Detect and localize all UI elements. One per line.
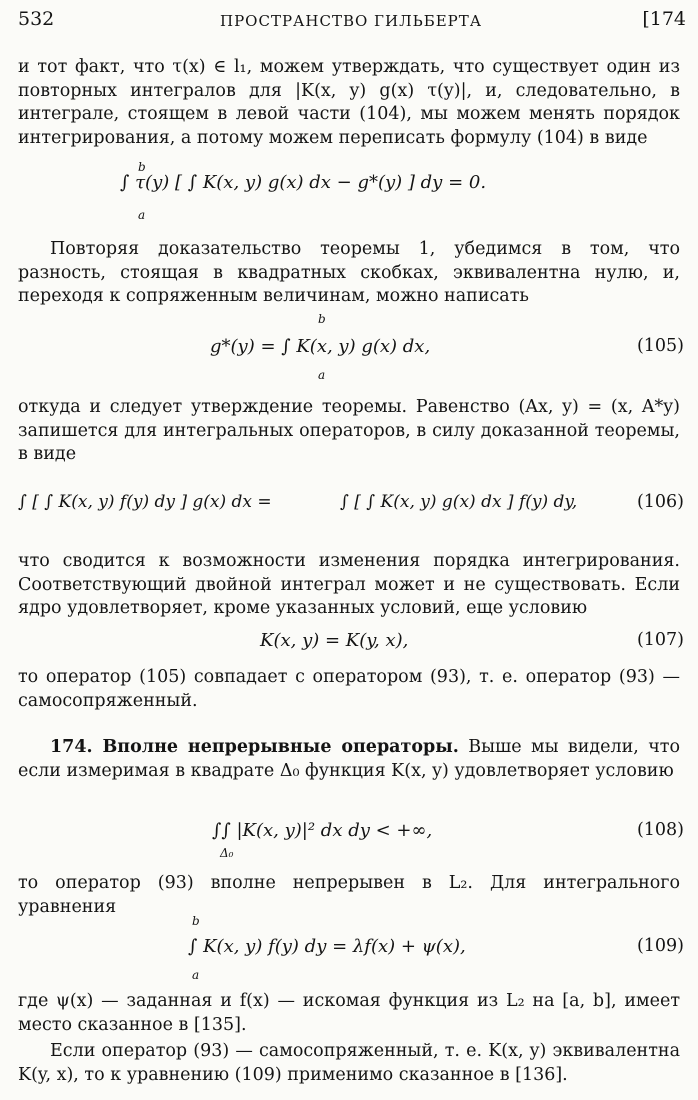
equation-number-107: (107) [636,630,684,650]
limit-lower: a [138,208,146,222]
paragraph-4: что сводится к возможности изменения порядка интегрирования. Соответствующий двойной интеграл может и не существовать. Если ядро удовлетворяет, кроме указанных условий, еще условию [18,551,680,618]
limit-upper: b [318,312,326,326]
equation-104-rewritten: ∫ τ(y) [ ∫ K(x, y) g(x) dx − g*(y) ] dy = 0. [120,172,487,193]
paragraph-1: и тот факт, что τ(x) ∈ l₁, можем утверждать, что существует один из повторных интегралов для |K(x, y) g(x) τ(y)|, и, следовательно, в интеграле, стоящем в левой части (104), мы можем менять порядок интегрирования, а потому можем переписать формулу (104) в виде [18,57,680,148]
limit-upper: b [138,160,146,174]
equation-number-108: (108) [636,820,684,840]
equation-105: g*(y) = ∫ K(x, y) g(x) dx, [210,336,431,357]
paragraph-7: то оператор (93) вполне непрерывен в L₂. Для интегрального уравнения [18,873,680,917]
section-heading: 174. Вполне непрерывные операторы. [50,737,459,757]
paragraph-5: то оператор (105) совпадает с оператором (93), т. е. оператор (93) — самосопряженный. [18,667,680,711]
limit-upper: b [192,914,200,928]
limit-lower: a [318,368,326,382]
equation-108: ∫∫ |K(x, y)|² dx dy < +∞, [212,820,433,841]
equation-number-105: (105) [636,336,684,356]
equation-106-right: ∫ [ ∫ K(x, y) g(x) dx ] f(y) dy, [340,492,578,512]
page-number: 532 [18,8,55,30]
paragraph-9: Если оператор (93) — самосопряженный, т. е. K(x, y) эквивалентна K(y, x), то к уравнению (109) применимо сказанное в [136]. [18,1041,680,1085]
limit-delta: Δ₀ [220,846,234,860]
equation-number-106: (106) [636,492,684,512]
equation-109: ∫ K(x, y) f(y) dy = λf(x) + ψ(x), [188,936,466,957]
section-marker: [174 [642,8,686,30]
running-title: ПРОСТРАНСТВО ГИЛЬБЕРТА [220,12,483,30]
equation-107: K(x, y) = K(y, x), [260,630,409,651]
limit-lower: a [192,968,200,982]
paragraph-8: где ψ(x) — заданная и f(x) — искомая функция из L₂ на [a, b], имеет место сказанное в [135]. [18,991,680,1035]
paragraph-6-text: Выше мы видели, что если измеримая в квадрате Δ₀ функция K(x, y) удовлетворяет условию [18,737,680,781]
equation-number-109: (109) [636,936,684,956]
paragraph-6 [18,736,680,783]
paragraph-3: откуда и следует утверждение теоремы. Равенство (Ax, y) = (x, A*y) запишется для интегральных операторов, в силу доказанной теоремы, в виде [18,397,680,464]
equation-106-left: ∫ [ ∫ K(x, y) f(y) dy ] g(x) dx = [18,492,272,512]
paragraph-2: Повторяя доказательство теоремы 1, убедимся в том, что разность, стоящая в квадратных скобках, эквивалентна нулю, и, переходя к сопряженным величинам, можно написать [18,239,680,306]
